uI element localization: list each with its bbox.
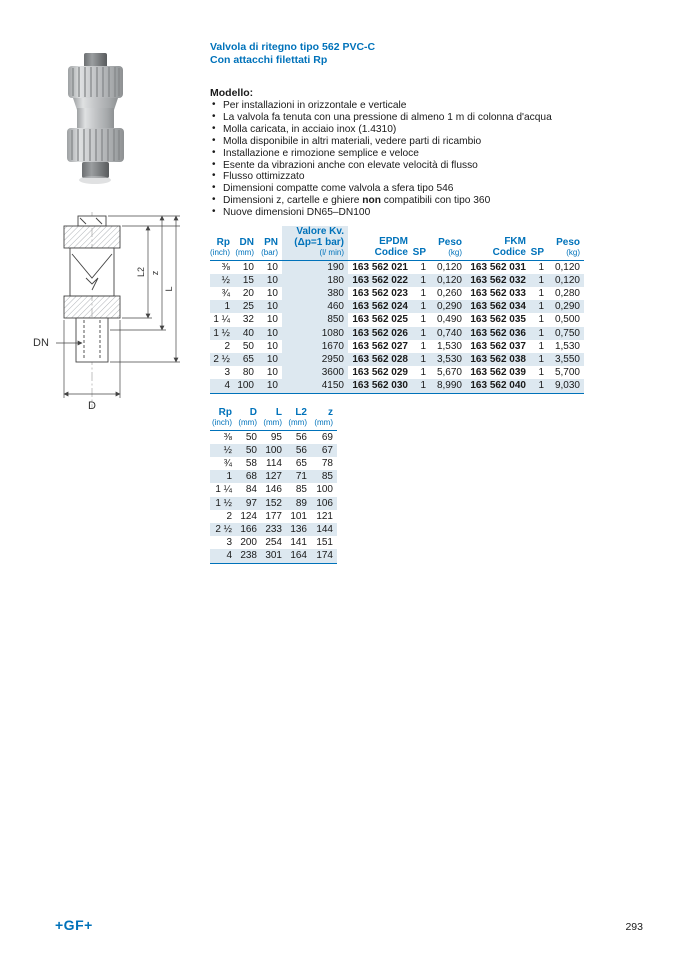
table-row [210,536,337,549]
table-cell: ⅜ [221,261,230,273]
table-row [210,430,337,444]
table-cell: 32 [242,314,254,326]
table-cell: 0,750 [548,327,584,340]
column-header: EPDM Codice [348,226,412,260]
table-cell: 100 [261,444,286,457]
table-cell: 2 ½ [210,353,234,366]
table-cell: 10 [258,300,282,313]
table-cell: 1 [412,300,430,313]
table-cell: ½ [210,274,234,287]
table-cell: 1 [530,353,548,366]
table-cell: 0,280 [554,287,580,299]
table-cell: 1 [420,287,426,299]
table-cell: 124 [240,510,257,522]
table-cell: 1 ½ [210,497,236,510]
table-row [210,340,584,353]
table-cell: 4 [210,379,234,393]
dim-label-z: z [150,270,160,276]
table-cell: 1 [538,314,544,326]
bullet-item: • Molla caricata, in acciaio inox (1.4310) [212,124,664,136]
table-cell: 460 [282,300,348,313]
table-cell: 163 562 025 [352,314,408,326]
table-cell: 1,530 [436,340,462,352]
column-header: Peso (kg) [548,226,584,260]
table-cell: 177 [265,510,282,522]
table-cell: 4150 [282,379,348,393]
table-cell: 65 [295,457,307,469]
table-row [210,444,337,457]
table-cell: 163 562 033 [470,287,526,299]
valve-section-drawing [30,212,190,412]
table-row [210,274,584,287]
column-header: Peso (kg) [430,226,466,260]
table-cell: 3600 [282,366,348,379]
table-row [210,327,584,340]
table-cell: 1 ¼ [215,484,232,496]
table-cell: 3,530 [430,353,466,366]
table-cell: 5,700 [554,367,580,379]
table-cell: 1 [530,300,548,313]
table-cell: 15 [234,274,258,287]
table-cell: 141 [290,537,307,549]
page-number: 293 [625,921,643,933]
table-cell: 9,030 [548,379,584,393]
table-cell: 10 [242,261,254,273]
table-cell: 163 562 037 [470,340,526,352]
table-row [210,379,584,393]
column-header: SP [412,226,430,260]
table-cell: 10 [266,261,278,273]
table-cell: 1 [538,287,544,299]
table-cell: 78 [321,457,333,469]
table-cell: 163 562 030 [348,379,412,393]
table-row [210,300,584,313]
table-cell: 56 [295,431,307,443]
table-cell: 10 [266,314,278,326]
table-row [210,260,584,274]
dim-label-dn: DN [33,337,49,349]
bullet-item: • La valvola fa tenuta con una pressione di almeno 1 m di colonna d'acqua [212,112,664,124]
model-label: Modello: [210,87,254,99]
table-cell: 163 562 029 [352,367,408,379]
bullet-item: • Flusso ottimizzato [212,171,664,183]
bullet-item: • Dimensioni compatte come valvola a sfera tipo 546 [212,183,664,195]
column-header: z (mm) [311,407,337,430]
table-cell: 10 [266,367,278,379]
table-cell: 25 [234,300,258,313]
table-row [210,366,584,379]
table-cell: 1 [210,470,236,483]
table-row [210,313,584,326]
table-cell: 58 [245,457,257,469]
table-cell: 163 562 039 [470,367,526,379]
table-cell: 1 [210,300,234,313]
table-cell: 163 562 027 [352,340,408,352]
dim-label-l: L [164,286,174,292]
table-cell: 5,670 [436,367,462,379]
table-cell: 1 [538,340,544,352]
table-cell: 20 [242,287,254,299]
table-cell: 163 562 040 [466,379,530,393]
table-cell: 151 [316,537,333,549]
table-row [210,523,337,536]
table-cell: 1 [420,314,426,326]
table-cell: 0,260 [436,287,462,299]
table-cell: 2950 [282,353,348,366]
table-cell: 3 [226,537,232,549]
table-cell: 10 [258,353,282,366]
table-cell: 65 [234,353,258,366]
table-cell: 233 [261,523,286,536]
table-cell: 163 562 032 [466,274,530,287]
dimension-table [210,407,337,564]
table-cell: 163 562 031 [470,261,526,273]
table-cell: 67 [311,444,337,457]
table-cell: 40 [234,327,258,340]
table-cell: 1 [412,379,430,393]
table-cell: 10 [258,327,282,340]
table-cell: 1 ½ [210,327,234,340]
valve-outline [64,216,120,362]
table-cell: 10 [258,274,282,287]
table-cell: 100 [234,379,258,393]
table-cell: 4 [210,549,236,563]
table-cell: 0,290 [548,300,584,313]
table-row [210,497,337,510]
table-cell: 1080 [282,327,348,340]
table-cell: 174 [311,549,337,563]
table-row [210,510,337,523]
bullet-item: • Dimensioni z, cartelle e ghiere non compatibili con tipo 360 [212,195,664,207]
table-cell: 10 [258,379,282,393]
table-cell: 1 [420,367,426,379]
table-cell: 200 [240,537,257,549]
table-cell: ¾ [223,457,232,469]
table-cell: 163 562 023 [352,287,408,299]
column-header: Valore Kv. (Δp=1 bar) (l/ min) [282,226,348,260]
table-cell: 1 [530,274,548,287]
table-cell: 301 [261,549,286,563]
table-cell: 50 [236,444,261,457]
table-cell: 0,500 [554,314,580,326]
table-cell: 163 562 035 [470,314,526,326]
column-header: L2 (mm) [286,407,311,430]
column-header: SP [530,226,548,260]
gf-logo: +GF+ [55,917,93,933]
table-cell: 89 [286,497,311,510]
table-cell: 3,550 [548,353,584,366]
table-cell: 3 [224,367,230,379]
table-cell: 1 ¼ [213,314,230,326]
table-cell: 152 [261,497,286,510]
table-cell: 50 [245,431,257,443]
table-cell: 71 [286,470,311,483]
bullet-item: • Esente da vibrazioni anche con elevate velocità di flusso [212,160,664,172]
column-header: Rp (inch) [210,407,236,430]
table-cell: ½ [210,444,236,457]
bullet-item: • Installazione e rimozione semplice e veloce [212,148,664,160]
table-cell: 380 [282,287,348,300]
table-cell: 163 562 024 [348,300,412,313]
bullet-item: • Molla disponibile in altri materiali, vedere parti di ricambio [212,136,664,148]
table-cell: 166 [236,523,261,536]
table-cell: 1 [530,379,548,393]
table-cell: 80 [242,367,254,379]
table-cell: 0,740 [430,327,466,340]
table-cell: 121 [316,510,333,522]
table-row [210,353,584,366]
table-cell: 50 [242,340,254,352]
table-cell: 95 [270,431,282,443]
table-cell: 1 [420,340,426,352]
table-cell: 0,120 [430,274,466,287]
table-cell: 164 [286,549,311,563]
table-cell: 0,120 [554,261,580,273]
title-line-1: Valvola di ritegno tipo 562 PVC-C [210,41,376,53]
table-row [210,483,337,496]
table-cell: 2 [226,510,232,522]
column-header: DN (mm) [234,226,258,260]
column-header: FKM Codice [466,226,530,260]
model-bullets [212,100,664,219]
table-cell: 163 562 026 [348,327,412,340]
dim-label-l2: L2 [136,266,146,278]
table-cell: 1,530 [554,340,580,352]
table-row [210,549,337,563]
table-cell: 1 [538,261,544,273]
table-cell: 1 [412,274,430,287]
table-cell: 180 [282,274,348,287]
table-row [210,457,337,470]
bullet-item: • Per installazioni in orizzontale e verticale [212,100,664,112]
table-cell: 850 [282,313,348,326]
table-cell: 163 562 028 [348,353,412,366]
table-cell: 144 [311,523,337,536]
table-cell: 163 562 038 [466,353,530,366]
table-cell: 84 [245,484,257,496]
table-cell: 163 562 021 [352,261,408,273]
valve-photo-graphic [53,50,138,186]
table-cell: 8,990 [430,379,466,393]
table-cell: 56 [286,444,311,457]
table-cell: 114 [266,457,282,469]
table-cell: 0,120 [548,274,584,287]
column-header: PN (bar) [258,226,282,260]
table-row [210,287,584,300]
column-header: D (mm) [236,407,261,430]
table-cell: 100 [316,484,333,496]
table-cell: 238 [236,549,261,563]
kv-table [210,226,584,394]
table-cell: 1 [538,367,544,379]
table-cell: 0,290 [430,300,466,313]
table-cell: 0,120 [436,261,462,273]
table-cell: 101 [290,510,307,522]
table-cell: ⅜ [223,431,232,443]
table-cell: 1 [530,327,548,340]
table-cell: 163 562 022 [348,274,412,287]
table-cell: 2 ½ [210,523,236,536]
technical-drawing [30,212,190,412]
table-cell: 10 [266,340,278,352]
dim-label-d: D [88,400,96,412]
table-cell: 1670 [282,340,348,353]
table-cell: 97 [236,497,261,510]
table-cell: 163 562 034 [466,300,530,313]
table-cell: 1 [420,261,426,273]
product-photo [53,50,138,186]
table-cell: 190 [282,260,348,274]
table-cell: 69 [321,431,333,443]
table-cell: 85 [311,470,337,483]
title-line-2: Con attacchi filettati Rp [210,54,328,66]
table-cell: 254 [265,537,282,549]
column-header: L (mm) [261,407,286,430]
page-title [210,41,375,67]
column-header: Rp (inch) [210,226,234,260]
table-cell: 163 562 036 [466,327,530,340]
table-cell: 68 [236,470,261,483]
table-cell: 0,490 [436,314,462,326]
table-cell: 146 [265,484,282,496]
table-cell: 106 [311,497,337,510]
table-row [210,470,337,483]
table-cell: 127 [261,470,286,483]
table-cell: 2 [224,340,230,352]
table-cell: 85 [295,484,307,496]
bullet-item: • Nuove dimensioni DN65–DN100 [212,207,664,219]
table-cell: 1 [412,327,430,340]
table-cell: 10 [266,287,278,299]
table-cell: 136 [286,523,311,536]
table-cell: ¾ [221,287,230,299]
table-cell: 1 [412,353,430,366]
